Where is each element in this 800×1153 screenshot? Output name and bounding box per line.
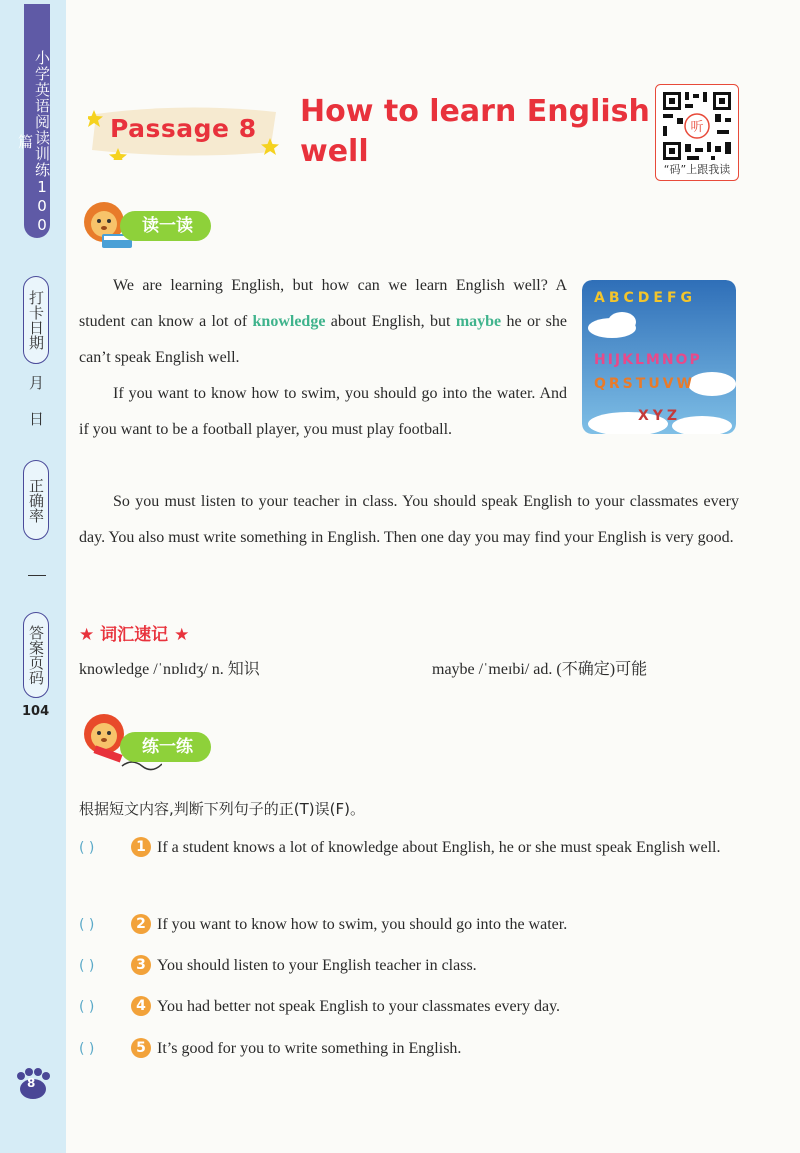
answer-blank[interactable]: ( ) — [79, 917, 95, 933]
qr-badge: 听 — [690, 120, 704, 135]
answer-blank[interactable]: ( ) — [79, 999, 95, 1015]
passage-paragraph-3: So you must listen to your teacher in class. You should speak English to your classmates every day. You also must write something in English. Then one day you may find your English is very good. — [79, 493, 739, 546]
practice-section-header — [78, 722, 238, 762]
keyword-knowledge: knowledge — [252, 313, 326, 330]
answer-blank[interactable]: ( ) — [79, 840, 95, 856]
qr-caption: “码”上跟我读 — [663, 163, 731, 176]
question-item — [79, 988, 739, 1026]
passage-paragraph-2: If you want to know how to swim, you should go into the water. And if you want to be a football player, you must play football. — [79, 385, 567, 438]
question-number: 4 — [131, 996, 151, 1016]
p1-text-a: We are learning English, but how can we learn English well? A student can know a lot of — [79, 277, 567, 330]
passage-paragraph-1 — [79, 268, 567, 376]
question-item — [79, 829, 739, 867]
question-text: It’s good for you to write something in English. — [157, 1040, 462, 1057]
question-item — [79, 906, 739, 944]
question-number: 2 — [131, 914, 151, 934]
read-section-label: 读一读 — [120, 211, 211, 241]
p1-text-b: about English, but — [325, 313, 456, 330]
month-label: 月 — [29, 374, 45, 392]
alphabet-row-2: HIJKLMNOP — [594, 352, 702, 368]
keyword-maybe: maybe — [455, 313, 502, 330]
question-text: If you want to know how to swim, you should go into the water. — [157, 916, 568, 933]
passage-label: Passage 8 — [110, 114, 257, 143]
read-section-header — [78, 206, 238, 246]
exercise-instruction: 根据短文内容,判断下列句子的正(T)误(F)。 — [79, 800, 365, 818]
vocab-item: maybe /ˈmeɪbi/ ad. (不确定)可能 — [432, 661, 648, 678]
question-item — [79, 947, 739, 985]
alphabet-row-3: QRSTUVW — [594, 376, 695, 392]
answer-blank[interactable]: ( ) — [79, 1041, 95, 1057]
question-number: 3 — [131, 955, 151, 975]
question-item — [79, 1030, 739, 1068]
checkin-date-label: 打卡日期 — [23, 276, 49, 364]
page-title: How to learn English well — [300, 94, 650, 169]
question-number: 1 — [131, 837, 151, 857]
question-number: 5 — [131, 1038, 151, 1058]
alphabet-illustration — [582, 280, 736, 434]
accuracy-blank — [28, 575, 46, 576]
answer-blank[interactable]: ( ) — [79, 958, 95, 974]
vocabulary-title: ★ 词汇速记 ★ — [79, 625, 190, 645]
practice-section-label: 练一练 — [120, 732, 211, 762]
answer-page-number: 104 — [22, 704, 50, 719]
p1-text-c: he or she can’t speak English well. — [79, 313, 568, 366]
accuracy-label: 正确率 — [23, 460, 49, 540]
question-text: You had better not speak English to your classmates every day. — [157, 998, 561, 1015]
page-number: 8 — [27, 1076, 36, 1090]
book-title: 小学英语阅读训练100篇 — [24, 4, 50, 238]
question-text: You should listen to your English teacher in class. — [157, 957, 477, 974]
vocab-item: knowledge /ˈnɒlɪdʒ/ n. 知识 — [79, 661, 260, 678]
question-text: If a student knows a lot of knowledge about English, he or she must speak English well. — [157, 839, 721, 856]
alphabet-row-4: XYZ — [638, 408, 682, 424]
day-label: 日 — [29, 410, 45, 428]
answer-page-label: 答案页码 — [23, 612, 49, 698]
alphabet-row-1: ABCDEFG — [594, 290, 697, 306]
